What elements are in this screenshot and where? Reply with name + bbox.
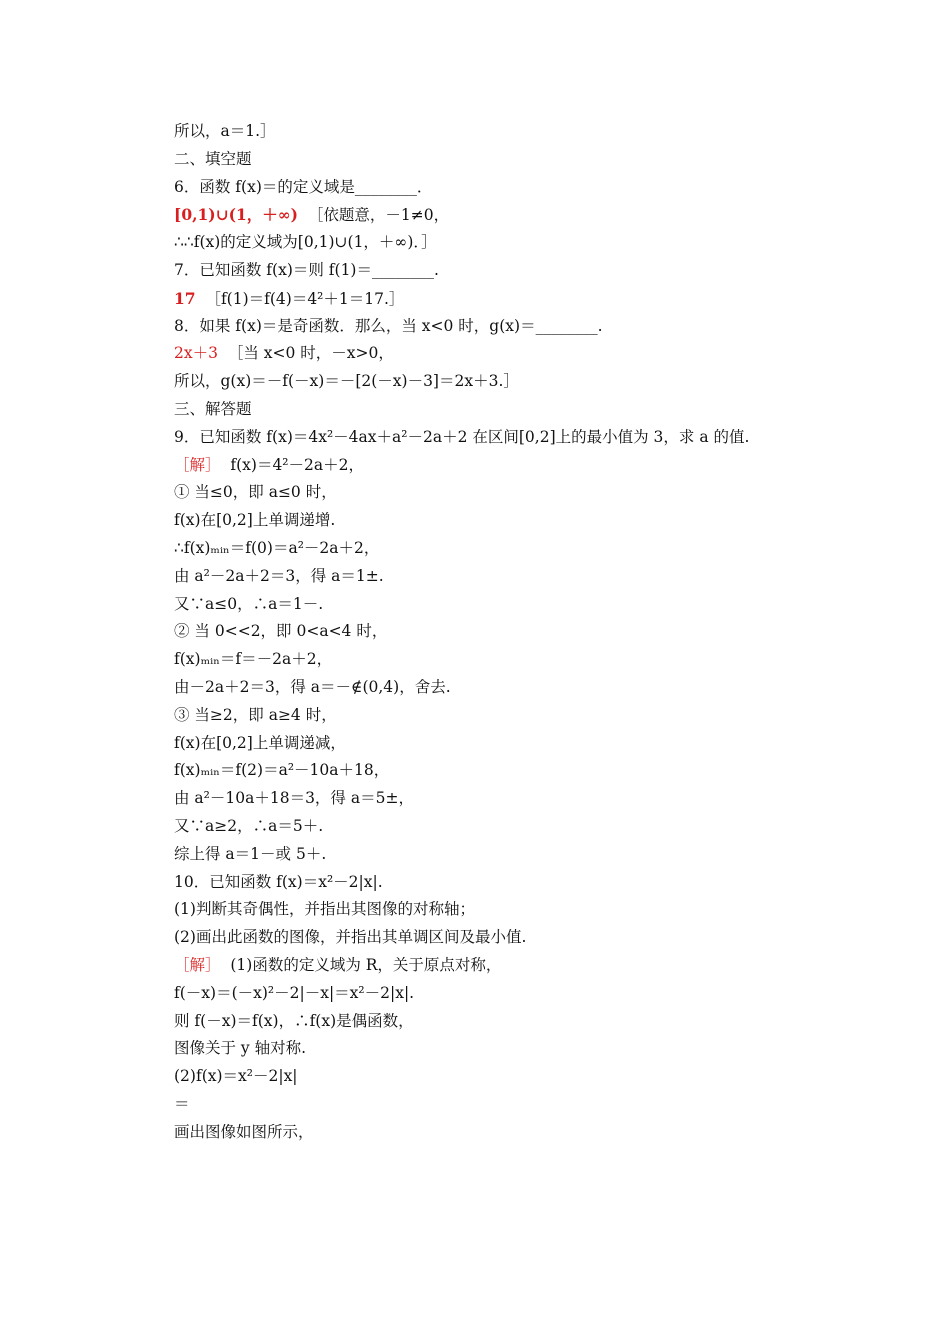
text-line: 由 a²－2a＋2＝3，得 a＝1±. bbox=[174, 566, 384, 585]
solution-9: ［解］ f(x)＝4²－2a＋2， bbox=[174, 455, 364, 474]
solution-10: ［解］ (1)函数的定义域为 R，关于原点对称， bbox=[174, 955, 502, 974]
answer-value: 2x＋3 bbox=[174, 344, 218, 363]
question-9: 9．已知函数 f(x)＝4x²－4ax＋a²－2a＋2 在区间[0,2]上的最小值为 3，求 a 的值. bbox=[174, 427, 750, 446]
question-6: 6．函数 f(x)＝的定义域是________． bbox=[174, 177, 433, 196]
text-line: ∴f(x)ₘᵢₙ＝f(0)＝a²－2a＋2， bbox=[174, 538, 380, 557]
answer-value: 17 bbox=[174, 288, 196, 308]
text-line: f(x)ₘᵢₙ＝f＝－2a＋2， bbox=[174, 650, 333, 669]
answer-7: 17 ［f(1)＝f(4)＝4²＋1＝17.］ bbox=[174, 288, 405, 308]
answer-6: [0,1)∪(1，＋∞) ［依题意，－1≠0， bbox=[174, 205, 450, 225]
text-line: f(x)在[0,2]上单调递减， bbox=[174, 733, 346, 752]
solution-label: ［解］ bbox=[174, 455, 221, 474]
text-line: f(x)ₘᵢₙ＝f(2)＝a²－10a＋18， bbox=[174, 761, 390, 780]
text-line: (1)判断其奇偶性，并指出其图像的对称轴； bbox=[174, 900, 475, 919]
document-body bbox=[174, 118, 814, 1146]
answer-8: 2x＋3 ［当 x<0 时，－x>0， bbox=[174, 344, 394, 363]
answer-value: [0,1)∪(1，＋∞) bbox=[174, 205, 298, 225]
text-line: ① 当≤0，即 a≤0 时， bbox=[174, 483, 337, 502]
text-line: ③ 当≥2，即 a≥4 时， bbox=[174, 705, 337, 724]
question-7: 7．已知函数 f(x)＝则 f(1)＝________. bbox=[174, 260, 439, 279]
text-line: 图像关于 y 轴对称. bbox=[174, 1039, 307, 1058]
text-line: (2)画出此函数的图像，并指出其单调区间及最小值. bbox=[174, 928, 527, 947]
text-line: f(－x)＝(－x)²－2|－x|＝x²－2|x|. bbox=[174, 983, 415, 1002]
text-line: 综上得 a＝1－或 5＋. bbox=[174, 844, 327, 863]
section-heading-fill-in: 二、填空题 bbox=[174, 149, 252, 168]
text-line: f(x)在[0,2]上单调递增. bbox=[174, 511, 336, 530]
text-line: 又∵a≥2，∴a＝5＋. bbox=[174, 816, 324, 835]
question-10: 10．已知函数 f(x)＝x²－2|x|. bbox=[174, 872, 383, 891]
text-line: ∴∴f(x)的定义域为[0,1)∪(1，＋∞)．］ bbox=[174, 233, 437, 252]
text-line: 所以，g(x)＝－f(－x)＝－[2(－x)－3]＝2x＋3.］ bbox=[174, 372, 519, 391]
question-8: 8．如果 f(x)＝是奇函数．那么，当 x<0 时，g(x)＝________. bbox=[174, 316, 603, 335]
text-line: 则 f(－x)＝f(x)，∴f(x)是偶函数， bbox=[174, 1011, 414, 1030]
text-line: ＝ bbox=[174, 1094, 190, 1113]
text-line: 由－2a＋2＝3，得 a＝－∉(0,4)，舍去. bbox=[174, 677, 451, 696]
text-line: ② 当 0<<2，即 0<a<4 时， bbox=[174, 622, 388, 641]
text-line: (2)f(x)＝x²－2|x| bbox=[174, 1067, 298, 1086]
text-line: 所以，a＝1.］ bbox=[174, 122, 276, 140]
text-line: 由 a²－10a＋18＝3，得 a＝5±， bbox=[174, 789, 414, 808]
section-heading-solve: 三、解答题 bbox=[174, 399, 252, 418]
text-line: 画出图像如图所示， bbox=[174, 1122, 314, 1141]
solution-label: ［解］ bbox=[174, 955, 221, 974]
text-line: 又∵a≤0，∴a＝1－. bbox=[174, 594, 324, 613]
